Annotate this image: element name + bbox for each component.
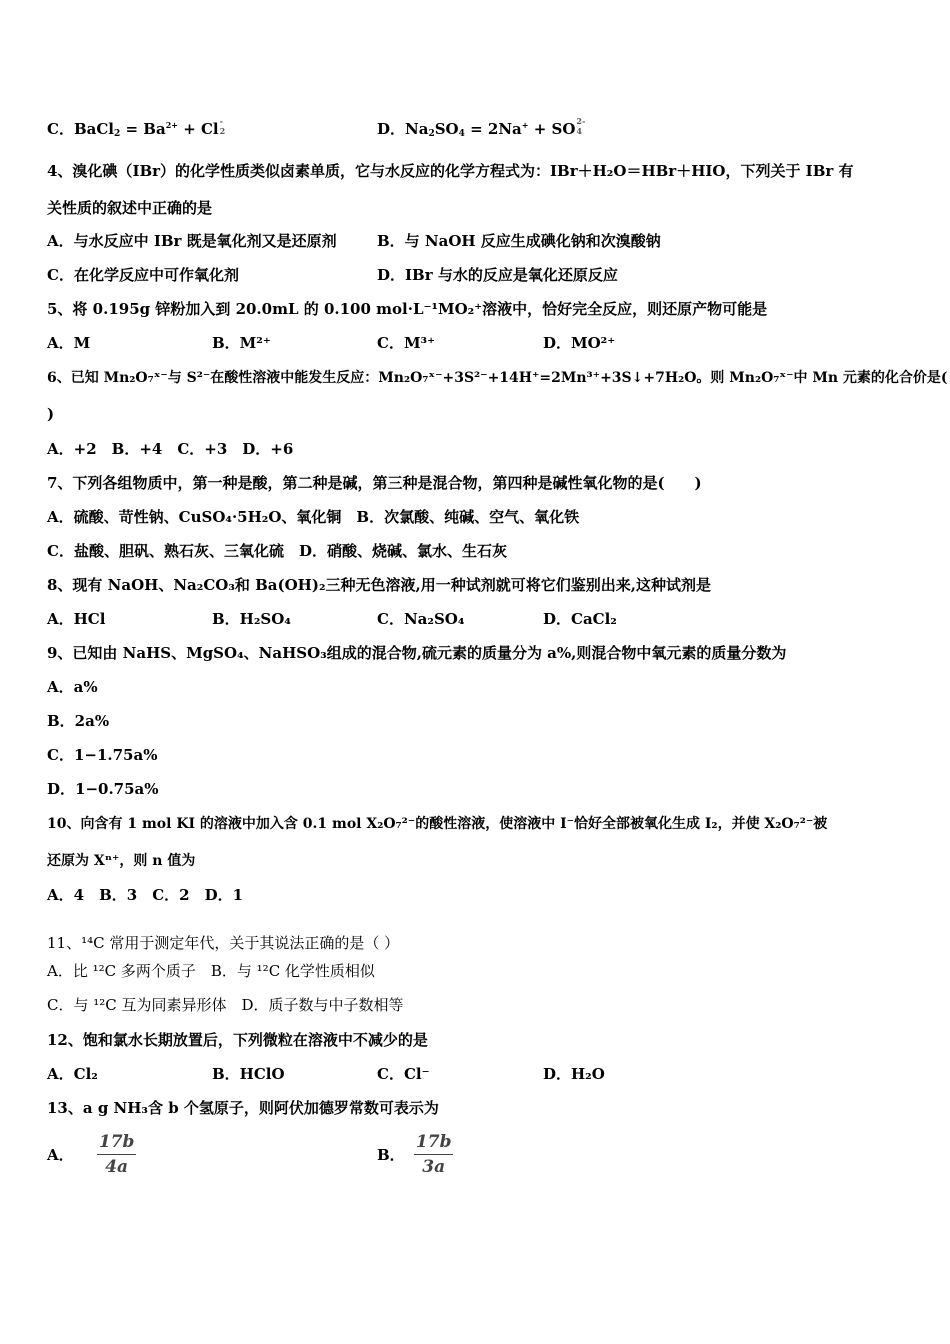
q4-option-a: A．与水反应中 IBr 既是氧化剂又是还原剂 — [47, 232, 337, 250]
q11-options-cd: C．与 ¹²C 互为同素异形体 D．质子数与中子数相等 — [47, 996, 404, 1014]
q3-option-c: C．BaCl$_2$ = $Ba^{2+} + Cl$ - 2 — [47, 116, 226, 139]
q6-options: A．+2 B．+4 C．+3 D．+6 — [47, 440, 294, 458]
q8-stem: 8、现有 NaOH、Na₂CO₃和 Ba(OH)₂三种无色溶液,用一种试剂就可将它们鉴别出来,这种试剂是 — [47, 576, 711, 594]
q13-option-b-fraction: $\frac{17b}{3a}$ — [415, 1132, 452, 1177]
q6-stem-line2: ) — [47, 405, 55, 423]
q12-option-b: B．HClO — [212, 1065, 285, 1083]
q9-stem: 9、已知由 NaHS、MgSO₄、NaHSO₃组成的混合物,硫元素的质量分为 a%,则混合物中氧元素的质量分数为 — [47, 644, 787, 662]
q6-stem-line1: 6、已知 Mn₂O₇ˣ⁻与 S²⁻在酸性溶液中能发生反应：Mn₂O₇ˣ⁻+3S²⁻+14H⁺=2Mn³⁺+3S↓+7H₂O。则 Mn₂O₇ˣ⁻中 Mn 元素的化合价是( — [47, 370, 948, 386]
q13-option-a: A． $\frac{17b}{4a}$ — [47, 1132, 135, 1177]
q7-stem: 7、下列各组物质中，第一种是酸，第二种是碱，第三种是混合物，第四种是碱性氧化物的是( ) — [47, 474, 702, 492]
q8-option-c: C．Na₂SO₄ — [377, 610, 465, 628]
q8-option-d: D．CaCl₂ — [543, 610, 617, 628]
q4-stem-line2: 关性质的叙述中正确的是 — [47, 199, 213, 217]
q4-option-b: B．与 NaOH 反应生成碘化钠和次溴酸钠 — [377, 232, 661, 250]
q13-option-a-fraction: $\frac{17b}{4a}$ — [98, 1132, 135, 1177]
q9-option-b: B．2a% — [47, 712, 110, 730]
q9-option-a: A．a% — [47, 678, 98, 696]
q11-stem: 11、¹⁴C 常用于测定年代，关于其说法正确的是（ ） — [47, 934, 400, 952]
q9-option-c: C．1−1.75a% — [47, 746, 158, 764]
q12-stem: 12、饱和氯水长期放置后，下列微粒在溶液中不减少的是 — [47, 1031, 428, 1049]
q8-option-b: B．H₂SO₄ — [212, 610, 291, 628]
q5-stem: 5、将 0.195g 锌粉加入到 20.0mL 的 0.100 mol·L⁻¹MO₂⁺溶液中，恰好完全反应，则还原产物可能是 — [47, 300, 768, 318]
q12-option-c: C．Cl⁻ — [377, 1065, 430, 1083]
q10-stem-line1: 10、向含有 1 mol KI 的溶液中加入含 0.1 mol X₂O₇²⁻的酸性溶液，使溶液中 I⁻恰好全部被氧化生成 I₂，并使 X₂O₇²⁻被 — [47, 816, 828, 832]
q7-options-cd: C．盐酸、胆矾、熟石灰、三氧化硫 D．硝酸、烧碱、氯水、生石灰 — [47, 542, 507, 560]
q10-options: A．4 B．3 C．2 D．1 — [47, 886, 244, 904]
q5-option-c: C．M³⁺ — [377, 334, 436, 352]
q10-stem-line2: 还原为 Xⁿ⁺，则 n 值为 — [47, 853, 196, 869]
q13-option-b: B． $\frac{17b}{3a}$ — [377, 1132, 452, 1177]
q11-options-ab: A．比 ¹²C 多两个质子 B．与 ¹²C 化学性质相似 — [47, 962, 375, 980]
q4-option-c: C．在化学反应中可作氧化剂 — [47, 266, 239, 284]
q7-options-ab: A．硫酸、苛性钠、CuSO₄·5H₂O、氧化铜 B．次氯酸、纯碱、空气、氧化铁 — [47, 508, 580, 526]
q8-option-a: A．HCl — [47, 610, 106, 628]
q13-stem: 13、a g NH₃含 b 个氢原子，则阿伏加德罗常数可表示为 — [47, 1099, 439, 1117]
q4-stem-line1: 4、溴化碘（IBr）的化学性质类似卤素单质，它与水反应的化学方程式为：IBr＋H₂O＝HBr＋HIO，下列关于 IBr 有 — [47, 162, 854, 180]
q5-option-b: B．M²⁺ — [212, 334, 271, 352]
q12-option-a: A．Cl₂ — [47, 1065, 98, 1083]
q9-option-d: D．1−0.75a% — [47, 780, 159, 798]
q12-option-d: D．H₂O — [543, 1065, 605, 1083]
q3-option-d: D．$Na_2SO_4 = 2Na^+$ + SO 2- 4 — [377, 116, 586, 139]
q4-option-d: D．IBr 与水的反应是氧化还原反应 — [377, 266, 618, 284]
q5-option-a: A．M — [47, 334, 91, 352]
q5-option-d: D．MO²⁺ — [543, 334, 616, 352]
